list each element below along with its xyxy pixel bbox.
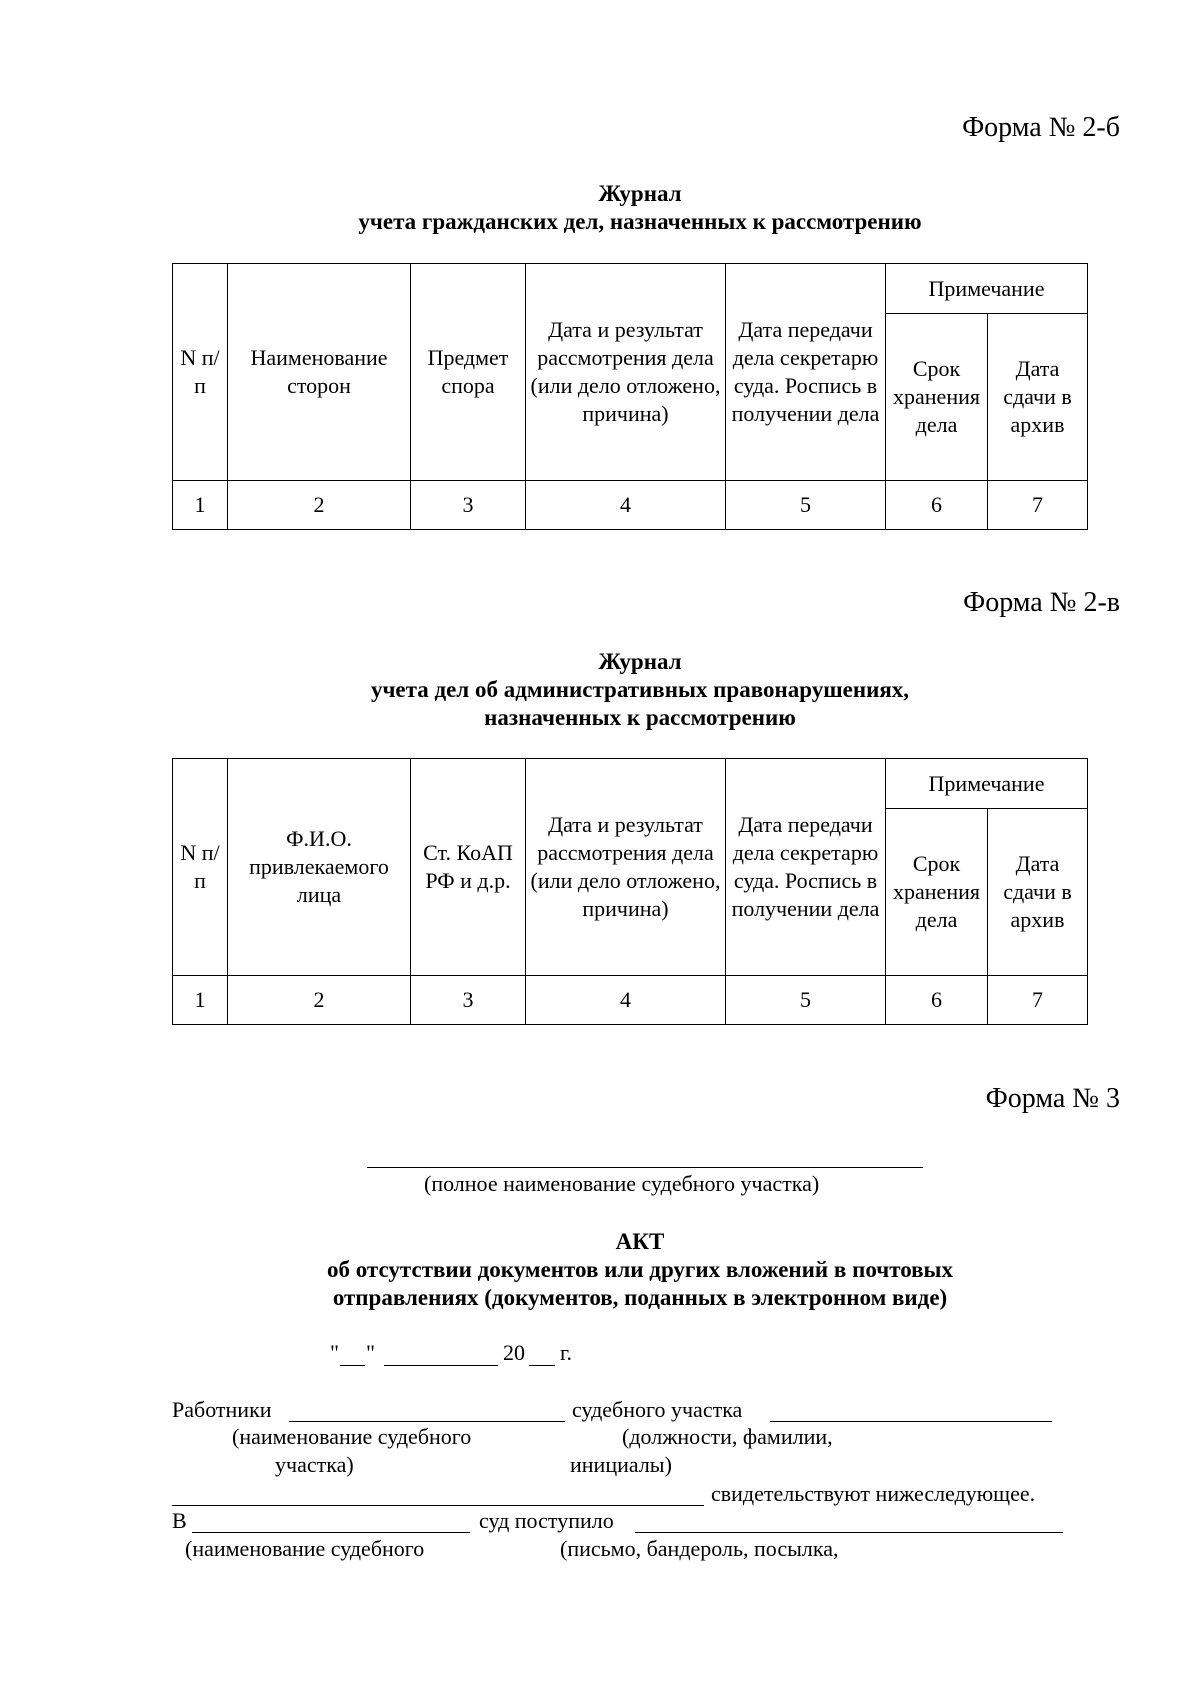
header-transfer: Дата передачи дела секретарю суда. Роспись в получении дела xyxy=(726,759,886,976)
date-suffix: г. xyxy=(560,1340,573,1365)
header-number: N п/п xyxy=(173,264,228,481)
received-court-blank xyxy=(192,1532,470,1533)
header-archive-date: Дата сдачи в архив xyxy=(988,314,1088,481)
caption-court-name: (наименование судебного xyxy=(232,1424,472,1449)
form-3-label: Форма № 3 xyxy=(985,1083,1120,1114)
date-day-blank xyxy=(340,1365,365,1366)
column-number-cell: 5 xyxy=(726,976,886,1025)
act-title-line1: АКТ xyxy=(615,1229,665,1254)
column-number-cell: 3 xyxy=(411,481,526,530)
column-number-cell: 1 xyxy=(173,976,228,1025)
act-title xyxy=(0,1228,1200,1312)
header-storage-term: Срок хранения дела xyxy=(886,314,988,481)
table-row xyxy=(173,481,1088,530)
in-label: В xyxy=(172,1508,187,1533)
column-number-cell: 6 xyxy=(886,481,988,530)
workers-label: Работники xyxy=(172,1397,272,1422)
header-number: N п/п xyxy=(173,759,228,976)
column-number-cell: 6 xyxy=(886,976,988,1025)
form-2v-label: Форма № 2-в xyxy=(963,587,1120,618)
column-number-cell: 2 xyxy=(228,976,411,1025)
form-2v-title-line2: учета дел об административных правонарушениях, xyxy=(370,677,910,702)
table-row xyxy=(173,976,1088,1025)
form-2b-title xyxy=(0,180,1200,236)
court-plot-label: судебного участка xyxy=(572,1397,743,1422)
journal-civil-cases-table xyxy=(172,263,1088,530)
form-2v-title-line1: Журнал xyxy=(598,649,682,674)
form-2b-label: Форма № 2-б xyxy=(962,112,1120,143)
court-name-blank xyxy=(367,1167,923,1168)
header-article: Ст. КоАП РФ и д.р. xyxy=(411,759,526,976)
form-2v-title xyxy=(0,648,1200,732)
header-result: Дата и результат рассмотрения дела (или дело отложено, причина) xyxy=(526,759,726,976)
journal-admin-cases-table xyxy=(172,758,1088,1025)
column-number-cell: 3 xyxy=(411,976,526,1025)
header-result: Дата и результат рассмотрения дела (или дело отложено, причина) xyxy=(526,264,726,481)
date-quote-open: " xyxy=(330,1340,339,1365)
caption-court-name-2: участка) xyxy=(275,1452,354,1477)
column-number-cell: 7 xyxy=(988,481,1088,530)
date-year-prefix: 20 xyxy=(503,1340,525,1365)
column-number-cell: 1 xyxy=(173,481,228,530)
form-2b-title-line1: Журнал xyxy=(598,181,682,206)
date-year-blank xyxy=(529,1365,555,1366)
header-transfer: Дата передачи дела секретарю суда. Роспись в получении дела xyxy=(726,264,886,481)
column-number-cell: 5 xyxy=(726,481,886,530)
received-item-blank xyxy=(635,1532,1063,1533)
court-name-caption: (полное наименование судебного участка) xyxy=(424,1171,820,1196)
witness-blank xyxy=(172,1505,704,1506)
column-number-cell: 4 xyxy=(526,481,726,530)
workers-names-blank xyxy=(770,1421,1052,1422)
header-person: Ф.И.О. привлекаемого лица xyxy=(228,759,411,976)
column-number-cell: 2 xyxy=(228,481,411,530)
received-label: суд поступило xyxy=(479,1508,614,1533)
header-note: Примечание xyxy=(886,759,1088,809)
caption-positions-2: инициалы) xyxy=(570,1452,672,1477)
act-title-line3: отправлениях (документов, поданных в электронном виде) xyxy=(332,1285,948,1310)
column-number-cell: 7 xyxy=(988,976,1088,1025)
witness-text: свидетельствуют нижеследующее. xyxy=(711,1481,1036,1506)
act-title-line2: об отсутствии документов или других вложений в почтовых xyxy=(326,1257,954,1282)
workers-court-blank xyxy=(289,1421,565,1422)
header-archive-date: Дата сдачи в архив xyxy=(988,809,1088,976)
date-month-blank xyxy=(384,1365,498,1366)
form-2v-title-line3: назначенных к рассмотрению xyxy=(484,705,796,730)
column-number-cell: 4 xyxy=(526,976,726,1025)
caption-court-name-3: (наименование судебного xyxy=(185,1536,425,1561)
header-storage-term: Срок хранения дела xyxy=(886,809,988,976)
caption-mail: (письмо, бандероль, посылка, xyxy=(560,1536,839,1561)
date-quote-close: " xyxy=(366,1340,375,1365)
form-2b-title-line2: учета гражданских дел, назначенных к рассмотрению xyxy=(358,209,922,234)
header-parties: Наименование сторон xyxy=(228,264,411,481)
header-note: Примечание xyxy=(886,264,1088,314)
caption-positions: (должности, фамилии, xyxy=(622,1424,833,1449)
header-subject: Предмет спора xyxy=(411,264,526,481)
